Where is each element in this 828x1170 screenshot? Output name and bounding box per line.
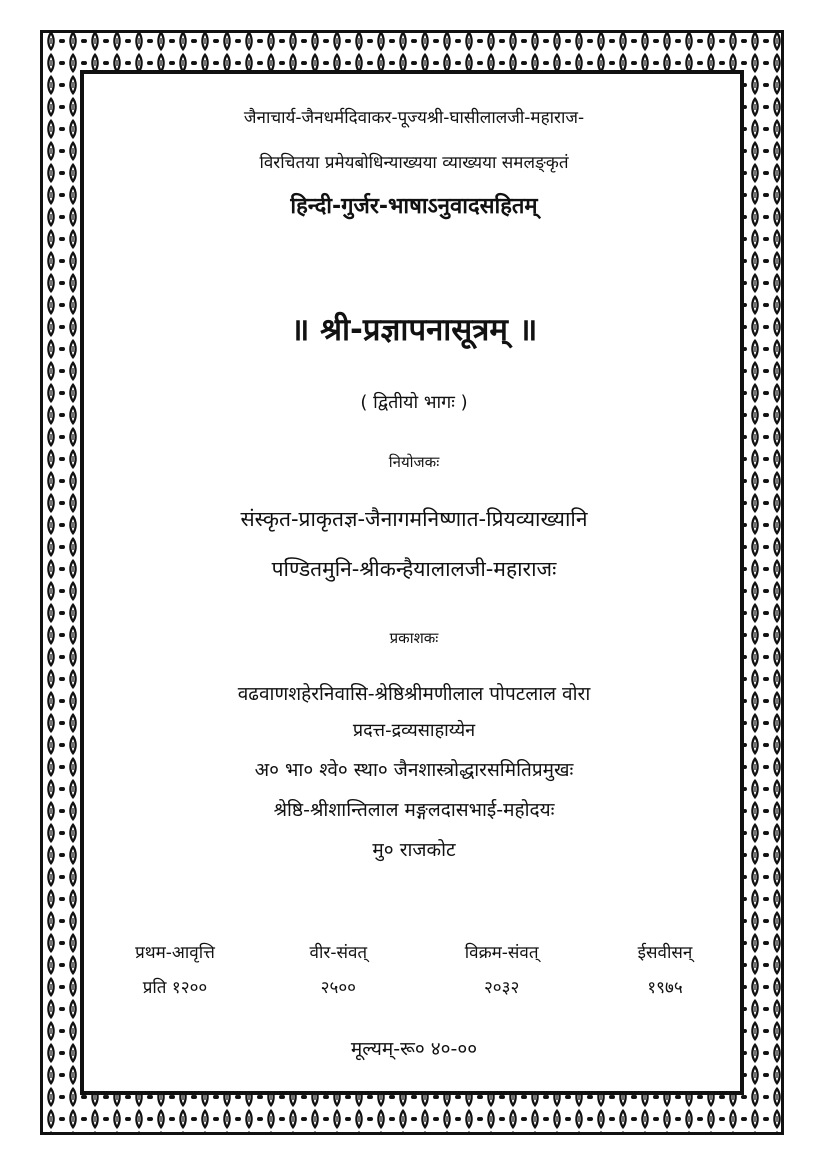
niyojaka-label: नियोजकः [388, 453, 440, 471]
edition-header: वीर-संवत् [309, 943, 368, 963]
prakashaka-line-5: मु० राजकोट [372, 839, 456, 861]
edition-value: २५०० [320, 978, 357, 998]
edition-header-row [100, 940, 740, 963]
edition-header: विक्रम-संवत् [464, 943, 539, 963]
prakashaka-line-4: श्रेष्ठि-श्रीशान्तिलाल मङ्गलदासभाई-महोदयः [273, 799, 555, 821]
prakashaka-line-1: वढवाणशहेरनिवासि-श्रेष्ठिश्रीमणीलाल पोपटलाल वोरा [237, 683, 591, 705]
edition-header: ईसवीसन् [637, 943, 693, 963]
prakashaka-line-2: प्रदत्त-द्रव्यसाहाय्येन [352, 720, 476, 741]
edition-value: प्रति १२०० [142, 978, 208, 998]
price: मूल्यम्-रू० ४०-०० [350, 1038, 478, 1060]
prakashaka-line-3: अ० भा० श्वे० स्था० जैनशास्त्रोद्धारसमितिप्रमुखः [254, 759, 574, 781]
niyojaka-line-2: पण्डितमुनि-श्रीकन्हैयालालजी-महाराजः [271, 557, 557, 581]
header-line-3: हिन्दी-गुर्जर-भाषाऽनुवादसहितम् [290, 194, 538, 219]
header-line-2: विरचितया प्रमेयबोधिन्याख्यया व्याख्यया समलङ्कृतं [259, 153, 569, 173]
edition-value: १९७५ [647, 978, 683, 998]
edition-value-row [100, 975, 740, 998]
niyojaka-line-1: संस्कृत-प्राकृतज्ञ-जैनागमनिष्णात-प्रियव्याख्यानि [240, 507, 588, 531]
prakashaka-label: प्रकाशकः [389, 629, 439, 647]
edition-value: २०३२ [483, 978, 520, 998]
volume-label: ( द्वितीयो भागः ) [360, 392, 468, 413]
book-title: ॥ श्री-प्रज्ञापनासूत्रम् ॥ [290, 312, 538, 348]
header-line-1: जैनाचार्य-जैनधर्मदिवाकर-पूज्यश्री-घासीलालजी-महाराज- [243, 108, 585, 128]
edition-header: प्रथम-आवृत्ति [135, 943, 215, 963]
